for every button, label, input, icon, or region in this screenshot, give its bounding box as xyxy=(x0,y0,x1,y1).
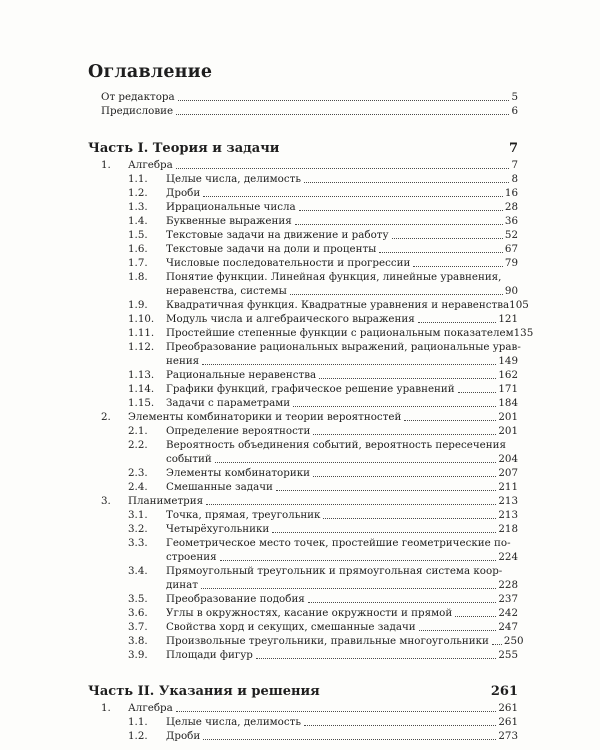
leader-dots xyxy=(304,181,509,183)
entry-label-line1: Понятие функции. Линейная функция, линейные уравнения, xyxy=(166,271,502,283)
leader-dots xyxy=(290,293,503,295)
entry-label: Целые числа, делимость xyxy=(166,173,301,185)
entry-page: 79 xyxy=(504,257,518,269)
toc-section[interactable] xyxy=(166,299,529,312)
entry-label-line1: Вероятность объединения событий, вероятность пересечения xyxy=(166,439,506,451)
entry-label: Алгебра xyxy=(128,159,173,171)
section-number: 1.9. xyxy=(128,299,148,311)
entry-page: 224 xyxy=(498,551,518,563)
entry-label-line1: Преобразование рациональных выражений, рациональные урав- xyxy=(166,341,521,353)
entry-label: Произвольные треугольники, правильные многоугольники xyxy=(166,635,489,647)
toc-section[interactable] xyxy=(166,397,518,410)
toc-chapter-algebra[interactable] xyxy=(128,159,518,172)
section-number: 1.10. xyxy=(128,313,155,325)
section-number: 3.5. xyxy=(128,593,148,605)
toc-section[interactable] xyxy=(166,716,518,729)
leader-dots xyxy=(455,615,496,617)
section-number: 1.2. xyxy=(128,187,148,199)
leader-dots xyxy=(313,475,496,477)
entry-page: 7 xyxy=(511,159,518,171)
entry-label: Свойства хорд и секущих, смешанные задачи xyxy=(166,621,416,633)
toc-section[interactable] xyxy=(166,509,518,522)
toc-part-2[interactable] xyxy=(88,684,518,699)
leader-dots xyxy=(458,391,497,393)
toc-section[interactable] xyxy=(166,369,518,382)
entry-label-line2: динат xyxy=(166,579,198,591)
toc-section[interactable] xyxy=(166,481,518,494)
toc-section[interactable] xyxy=(166,313,518,326)
section-number: 3.8. xyxy=(128,635,148,647)
section-number: 3.7. xyxy=(128,621,148,633)
part-label: Часть I. Теория и задачи xyxy=(88,141,280,156)
leader-dots xyxy=(313,433,496,435)
section-number: 1.8. xyxy=(128,271,148,283)
entry-page: 171 xyxy=(498,383,518,395)
entry-page: 237 xyxy=(498,593,518,605)
entry-page: 5 xyxy=(511,91,518,103)
toc-part-1[interactable] xyxy=(88,141,518,156)
section-number: 3.6. xyxy=(128,607,148,619)
entry-label-line1: Прямоугольный треугольник и прямоугольная система коор- xyxy=(166,565,503,577)
section-number: 1.5. xyxy=(128,229,148,241)
section-number: 3.4. xyxy=(128,565,148,577)
toc-section[interactable] xyxy=(166,285,518,298)
leader-dots xyxy=(276,489,496,491)
toc-chapter-algebra-solutions[interactable] xyxy=(128,702,518,715)
entry-page: 242 xyxy=(498,607,518,619)
entry-page: 135 xyxy=(513,327,534,339)
toc-section[interactable] xyxy=(166,621,518,634)
entry-page: 149 xyxy=(498,355,518,367)
toc-section[interactable] xyxy=(166,173,518,186)
toc-section[interactable] xyxy=(166,425,518,438)
entry-label: Текстовые задачи на движение и работу xyxy=(166,229,389,241)
section-number: 2.2. xyxy=(128,439,148,451)
toc-section[interactable] xyxy=(166,523,518,536)
entry-label: От редактора xyxy=(101,91,175,103)
entry-label: Дроби xyxy=(166,730,201,742)
section-number: 1.1. xyxy=(128,173,148,185)
part-page: 7 xyxy=(508,141,518,156)
toc-section[interactable] xyxy=(166,355,518,368)
leader-dots xyxy=(293,405,496,407)
toc-section[interactable] xyxy=(166,383,518,396)
toc-section[interactable] xyxy=(166,201,518,214)
entry-label: Точка, прямая, треугольник xyxy=(166,509,321,521)
entry-label-line2: нения xyxy=(166,355,200,367)
entry-page: 207 xyxy=(498,467,518,479)
toc-section[interactable] xyxy=(166,327,534,340)
leader-dots xyxy=(419,629,497,631)
entry-label: Числовые последовательности и прогрессии xyxy=(166,257,411,269)
leader-dots xyxy=(323,517,496,519)
entry-label: Элементы комбинаторики и теории вероятностей xyxy=(128,411,402,423)
leader-dots xyxy=(492,643,502,645)
entry-page: 162 xyxy=(498,369,518,381)
entry-label: Определение вероятности xyxy=(166,425,311,437)
section-number: 1.1. xyxy=(128,716,148,728)
toc-chapter-combinatorics[interactable] xyxy=(128,411,518,424)
section-number: 1.11. xyxy=(128,327,155,339)
section-number: 1.2. xyxy=(128,730,148,742)
section-number: 2.3. xyxy=(128,467,148,479)
leader-dots xyxy=(299,209,503,211)
entry-label-line2: неравенства, системы xyxy=(166,285,287,297)
toc-entry-editor[interactable] xyxy=(101,91,518,104)
leader-dots xyxy=(203,738,496,740)
entry-label: Преобразование подобия xyxy=(166,593,305,605)
leader-dots xyxy=(215,461,497,463)
leader-dots xyxy=(176,113,509,115)
toc-section[interactable] xyxy=(166,579,518,592)
entry-label: Простейшие степенные функции с рациональным показателем xyxy=(166,327,514,339)
section-number: 3.2. xyxy=(128,523,148,535)
toc-section[interactable] xyxy=(166,607,518,620)
entry-page: 213 xyxy=(498,509,518,521)
entry-page: 6 xyxy=(511,105,518,117)
entry-page: 90 xyxy=(504,285,518,297)
section-number: 1.13. xyxy=(128,369,155,381)
leader-dots xyxy=(201,587,496,589)
chapter-number: 1. xyxy=(101,702,111,714)
leader-dots xyxy=(295,223,503,225)
section-number: 1.4. xyxy=(128,215,148,227)
section-number: 3.3. xyxy=(128,537,148,549)
entry-label: Четырёхугольники xyxy=(166,523,270,535)
leader-dots xyxy=(404,419,496,421)
entry-page: 52 xyxy=(504,229,518,241)
section-number: 2.1. xyxy=(128,425,148,437)
entry-page: 16 xyxy=(504,187,518,199)
entry-label: Рациональные неравенства xyxy=(166,369,317,381)
entry-page: 67 xyxy=(504,243,518,255)
entry-label-line2: строения xyxy=(166,551,217,563)
toc-title: Оглавление xyxy=(88,62,213,82)
section-number: 1.3. xyxy=(128,201,148,213)
entry-page: 247 xyxy=(498,621,518,633)
leader-dots xyxy=(176,167,510,169)
entry-label: Углы в окружностях, касание окружности и прямой xyxy=(166,607,453,619)
entry-label: Планиметрия xyxy=(128,495,204,507)
entry-label: Буквенные выражения xyxy=(166,215,292,227)
entry-page: 261 xyxy=(498,702,518,714)
entry-page: 255 xyxy=(498,649,518,661)
chapter-number: 3. xyxy=(101,495,111,507)
section-number: 2.4. xyxy=(128,481,148,493)
leader-dots xyxy=(304,724,496,726)
leader-dots xyxy=(272,531,496,533)
entry-label: Задачи с параметрами xyxy=(166,397,291,409)
leader-dots xyxy=(418,321,497,323)
leader-dots xyxy=(203,195,503,197)
leader-dots xyxy=(256,657,496,659)
entry-page: 201 xyxy=(498,425,518,437)
toc-section[interactable] xyxy=(166,467,518,480)
entry-label: Элементы комбинаторики xyxy=(166,467,311,479)
toc-section[interactable] xyxy=(166,635,524,648)
toc-section[interactable] xyxy=(166,593,518,606)
toc-section[interactable] xyxy=(166,453,518,466)
leader-dots xyxy=(220,559,497,561)
entry-page: 273 xyxy=(498,730,518,742)
section-number: 3.1. xyxy=(128,509,148,521)
entry-page: 36 xyxy=(504,215,518,227)
entry-page: 201 xyxy=(498,411,518,423)
entry-label: Текстовые задачи на доли и проценты xyxy=(166,243,377,255)
toc-section[interactable] xyxy=(166,649,518,662)
entry-label: Квадратичная функция. Квадратные уравнения и неравенства xyxy=(166,299,510,311)
toc-section[interactable] xyxy=(166,730,518,743)
leader-dots xyxy=(392,237,503,239)
entry-page: 213 xyxy=(498,495,518,507)
leader-dots xyxy=(319,377,496,379)
toc-section[interactable] xyxy=(166,243,518,256)
entry-label: Иррациональные числа xyxy=(166,201,296,213)
toc-chapter-planimetry[interactable] xyxy=(128,495,518,508)
toc-section[interactable] xyxy=(166,187,518,200)
entry-label: Модуль числа и алгебраического выражения xyxy=(166,313,415,325)
entry-label: Смешанные задачи xyxy=(166,481,273,493)
part-page: 261 xyxy=(490,684,518,699)
toc-section[interactable] xyxy=(166,257,518,270)
toc-section[interactable] xyxy=(166,215,518,228)
toc-section[interactable] xyxy=(166,229,518,242)
entry-page: 8 xyxy=(511,173,518,185)
entry-label: Площади фигур xyxy=(166,649,253,661)
leader-dots xyxy=(176,710,497,712)
leader-dots xyxy=(379,251,503,253)
section-number: 1.6. xyxy=(128,243,148,255)
leader-dots xyxy=(178,99,510,101)
leader-dots xyxy=(308,601,497,603)
entry-page: 28 xyxy=(504,201,518,213)
entry-page: 211 xyxy=(498,481,518,493)
entry-label: Дроби xyxy=(166,187,201,199)
entry-page: 121 xyxy=(498,313,518,325)
entry-page: 184 xyxy=(498,397,518,409)
entry-page: 204 xyxy=(498,453,518,465)
leader-dots xyxy=(202,363,496,365)
entry-page: 250 xyxy=(503,635,524,647)
entry-label: Целые числа, делимость xyxy=(166,716,301,728)
entry-page: 261 xyxy=(498,716,518,728)
leader-dots xyxy=(413,265,503,267)
chapter-number: 2. xyxy=(101,411,111,423)
part-label: Часть II. Указания и решения xyxy=(88,684,320,699)
entry-label: Предисловие xyxy=(101,105,174,117)
entry-label: Графики функций, графическое решение уравнений xyxy=(166,383,455,395)
section-number: 1.12. xyxy=(128,341,155,353)
section-number: 1.14. xyxy=(128,383,155,395)
chapter-number: 1. xyxy=(101,159,111,171)
toc-section[interactable] xyxy=(166,551,518,564)
section-number: 1.7. xyxy=(128,257,148,269)
section-number: 3.9. xyxy=(128,649,148,661)
leader-dots xyxy=(206,503,496,505)
entry-label-line1: Геометрическое место точек, простейшие геометрические по- xyxy=(166,537,511,549)
toc-entry-preface[interactable] xyxy=(101,105,518,118)
entry-page: 105 xyxy=(509,299,529,311)
section-number: 1.15. xyxy=(128,397,155,409)
entry-label: Алгебра xyxy=(128,702,173,714)
entry-page: 228 xyxy=(498,579,518,591)
entry-label-line2: событий xyxy=(166,453,212,465)
entry-page: 218 xyxy=(498,523,518,535)
